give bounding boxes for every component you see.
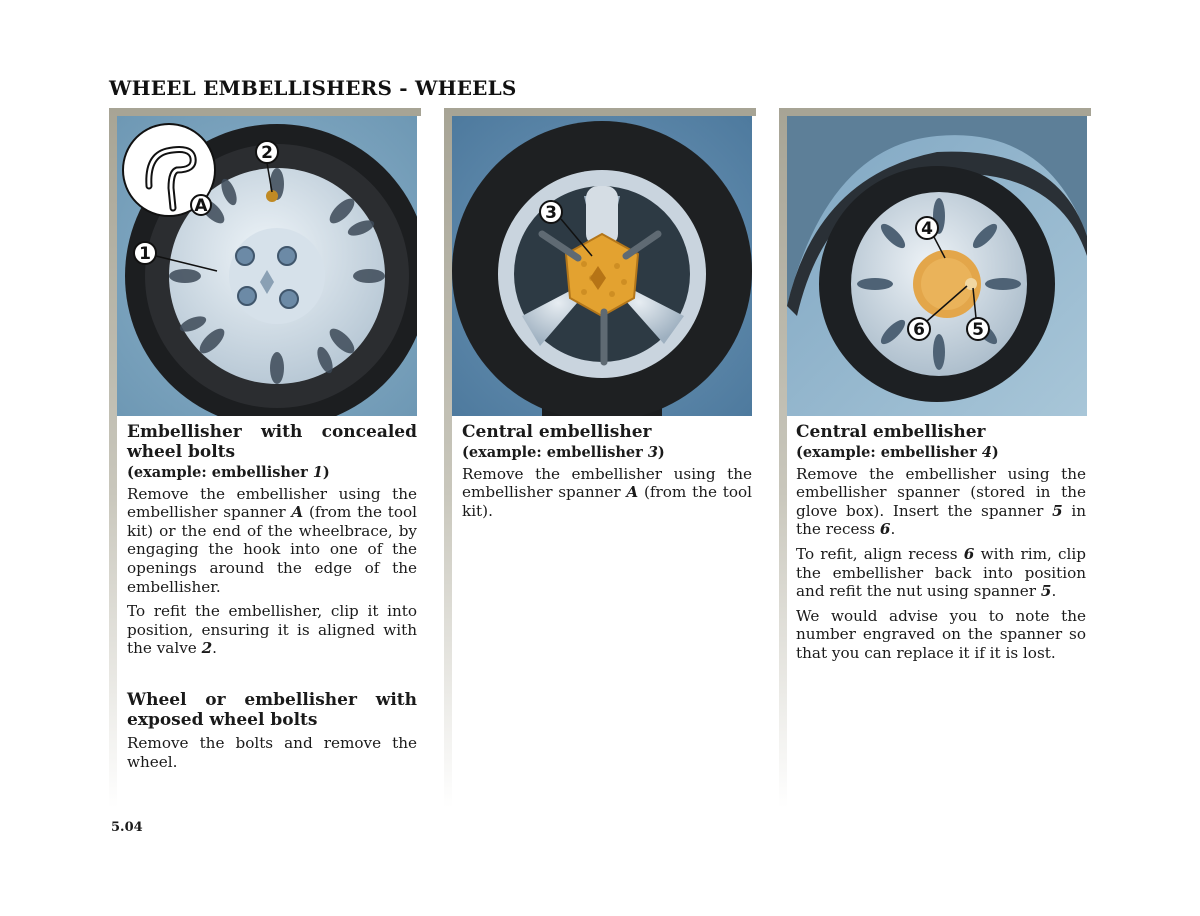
section-heading: Central embellisher (462, 422, 652, 442)
column-top-bar (444, 108, 756, 116)
column-left-bar (444, 108, 452, 808)
column-central-embellisher-3 (444, 108, 756, 808)
svg-text:6: 6 (913, 320, 925, 340)
example-caption: (example: embellisher 1) (127, 464, 330, 481)
column-left-bar (779, 108, 787, 808)
wheel-photo-embellisher-3 (452, 116, 752, 416)
example-caption: (example: embellisher 3) (462, 444, 665, 461)
column-text (127, 422, 417, 777)
example-caption: (example: embellisher 4) (796, 444, 999, 461)
callout-4 (916, 217, 938, 239)
paragraph: We would advise you to note the number engraved on the spanner so that you can replace it if it is lost. (796, 606, 1086, 662)
section-heading: Embellisher with concealed wheel bolts (127, 422, 417, 462)
page-title: WHEEL EMBELLISHERS - WHEELS (109, 76, 517, 100)
paragraph: Remove the embellisher using the embellisher spanner A (from the tool kit) or the end of the wheelbrace, by engaging the hook into one of the openings around the edge of the embellisher. (127, 484, 417, 596)
callout-2 (256, 141, 278, 163)
callout-A (191, 195, 211, 216)
column-text (796, 422, 1086, 669)
callout-3 (540, 201, 562, 223)
callout-1 (134, 242, 156, 264)
column-top-bar (109, 108, 421, 116)
paragraph: Remove the embellisher using the embellisher spanner A (from the tool kit). (462, 464, 752, 520)
svg-text:1: 1 (139, 244, 151, 264)
paragraph: To refit the embellisher, clip it into position, ensuring it is aligned with the valve 2. (127, 602, 417, 658)
svg-text:5: 5 (972, 320, 984, 340)
wheel-photo-embellisher-4 (787, 116, 1087, 416)
section-heading: Central embellisher (796, 422, 986, 442)
column-left-bar (109, 108, 117, 808)
column-top-bar (779, 108, 1091, 116)
section-heading: Wheel or embellisher with exposed wheel bolts (127, 689, 417, 730)
svg-text:A: A (194, 196, 208, 216)
column-text (462, 422, 752, 526)
page-number: 5.04 (111, 820, 143, 835)
column-central-embellisher-4 (779, 108, 1091, 808)
svg-text:4: 4 (921, 219, 933, 239)
paragraph: Remove the bolts and remove the wheel. (127, 733, 417, 771)
paragraph: Remove the embellisher using the embellisher spanner (stored in the glove box). Insert the spanner 5 in the recess 6. (796, 464, 1086, 539)
wheel-photo-embellisher-1 (117, 116, 417, 416)
paragraph: To refit, align recess 6 with rim, clip the embellisher back into position and refit the nut using spanner 5. (796, 544, 1086, 601)
svg-text:3: 3 (545, 203, 557, 223)
svg-text:2: 2 (261, 143, 273, 163)
callout-6 (908, 318, 930, 340)
column-concealed-bolts (109, 108, 421, 808)
callout-5 (967, 318, 989, 340)
